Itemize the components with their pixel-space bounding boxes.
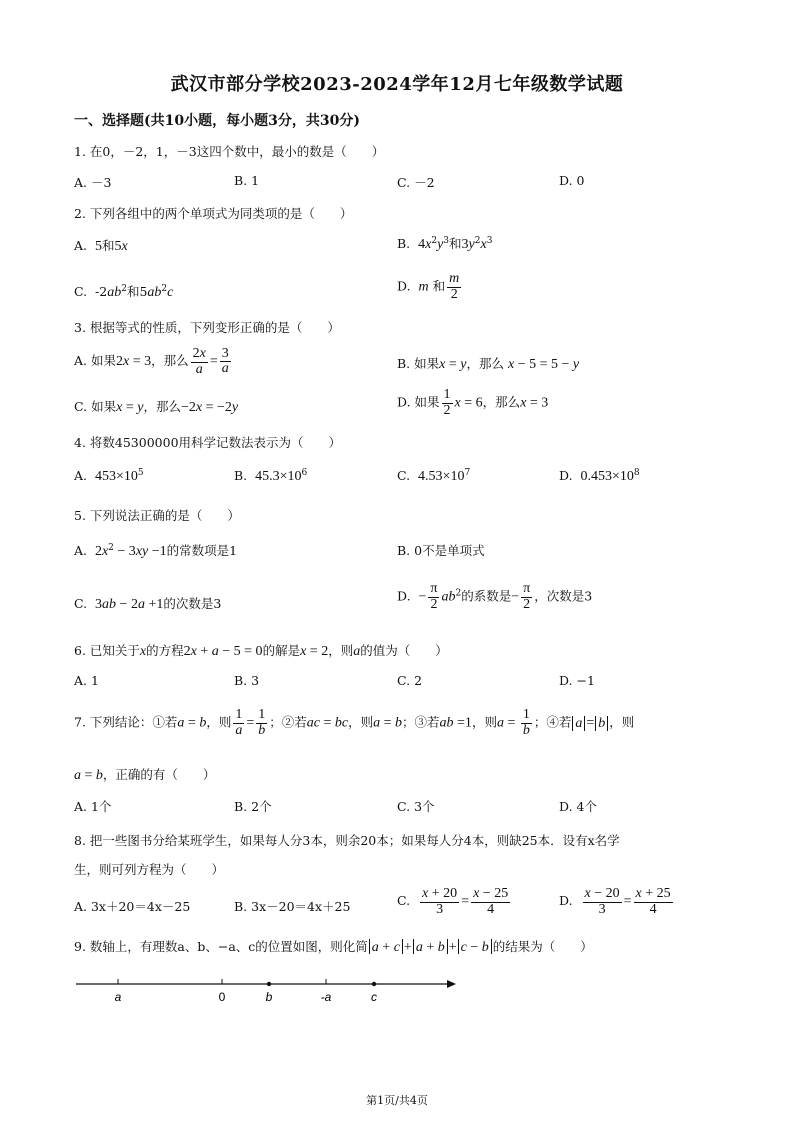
question-5-stem: 5. 下列说法正确的是（ ） xyxy=(74,508,240,523)
q5-option-a: A. $2x^2 - 3xy -1$的常数项是1 xyxy=(74,542,238,559)
question-4-stem: 4. 将数45300000用科学记数法表示为（ ） xyxy=(74,435,342,450)
question-2-stem: 2. 下列各组中的两个单项式为同类项的是（ ） xyxy=(74,206,353,221)
q8-option-b: B. 3x－20＝4x＋25 xyxy=(234,899,351,914)
q5-option-d: D. − $\frac{\pi}{2}$ $ab^2$的系数是− $\frac{\pi}{2}$ ，次数是3 xyxy=(397,581,593,612)
q8-option-d: D. $\frac{x - 20}{3}$ = $\frac{x + 25}{4}$ xyxy=(559,886,671,917)
q3-option-b: B. 如果x = y，那么 x − 5 = 5 − y xyxy=(397,356,580,372)
q6-option-a: A. 1 xyxy=(74,673,99,688)
page-footer: 第1页/共4页 xyxy=(366,1094,428,1107)
question-1-stem: 1. 在0，－2，1，－3这四个数中，最小的数是（ ） xyxy=(74,144,385,159)
label-b: b xyxy=(265,990,273,1004)
q1-option-c: C. －2 xyxy=(397,175,435,190)
question-9-stem: 9. 数轴上，有理数a、b、−a、c的位置如图，则化简 a + c + a + b + c − b 的结果为（ ） xyxy=(74,939,593,955)
q5-option-b: B. 0不是单项式 xyxy=(397,543,485,558)
q8-option-c: C. $\frac{x + 20}{3}$ = $\frac{x - 25}{4}$ xyxy=(397,886,509,917)
question-7-stem-line2: a = b，正确的有（ ） xyxy=(74,767,216,783)
label-a: a xyxy=(114,990,122,1004)
q6-option-d: D. −1 xyxy=(559,673,595,688)
q2-option-c: C. $-2ab^2$和$5ab^2c$ xyxy=(74,283,174,300)
question-6-stem: 6. 已知关于x的方程2x + a − 5 = 0的解是x = 2，则a的值为（ ） xyxy=(74,643,448,659)
q4-option-b: B. $45.3\times 10^6$ xyxy=(234,468,308,485)
point-c xyxy=(372,982,376,986)
q4-option-d: D. $0.453\times 10^8$ xyxy=(559,468,640,485)
q7-option-d: D. 4个 xyxy=(559,799,597,814)
q7-option-a: A. 1个 xyxy=(74,799,112,814)
label-neg-a: -a xyxy=(320,990,332,1004)
q1-option-a: A. －3 xyxy=(74,175,112,190)
q2-option-d: D. m 和 $\frac{m}{2}$ xyxy=(397,271,460,302)
q4-option-c: C. $4.53\times 10^7$ xyxy=(397,468,471,485)
q7-option-c: C. 3个 xyxy=(397,799,435,814)
question-8-stem-line1: 8. 把一些图书分给某班学生，如果每人分3本，则余20本；如果每人分4本，则缺25本．设有x名学 xyxy=(74,833,620,848)
q8-option-a: A. 3x＋20＝4x－25 xyxy=(74,899,191,914)
number-line xyxy=(72,972,462,1006)
question-8-stem-line2: 生，则可列方程为（ ） xyxy=(74,862,225,877)
q7-option-b: B. 2个 xyxy=(234,799,272,814)
q1-option-b: B. 1 xyxy=(234,173,260,188)
question-7-stem-line1: 7. 下列结论：①若a = b，则 $\frac{1}{a}$ = $\frac{1}{b}$ ；②若ac = bc，则a = b；③若ab =1，则a = $\frac{1}{b}$ ；④若 a = b ，则 xyxy=(74,707,635,738)
section-heading: 一、选择题(共10小题，每小题3分，共30分) xyxy=(74,113,360,129)
q3-option-a: A. 如果2x = 3，那么 $\frac{2x}{a}$ = $\frac{3}{a}$ xyxy=(74,345,229,377)
q1-option-d: D. 0 xyxy=(559,173,585,188)
page-title: 武汉市部分学校2023-2024学年12月七年级数学试题 xyxy=(170,74,624,95)
arrow-icon xyxy=(447,980,456,988)
label-c: c xyxy=(371,990,377,1004)
point-b xyxy=(267,982,271,986)
q2-option-b: B. $4x^2y^3$和$3y^2x^3$ xyxy=(397,235,493,252)
q3-option-c: C. 如果x = y，那么−2x = −2y xyxy=(74,399,239,415)
label-zero: 0 xyxy=(218,990,226,1004)
q2-option-a: A. 5和5x xyxy=(74,238,128,254)
q4-option-a: A. $453\times 10^5$ xyxy=(74,468,144,485)
q6-option-b: B. 3 xyxy=(234,673,260,688)
question-3-stem: 3. 根据等式的性质，下列变形正确的是（ ） xyxy=(74,320,340,335)
q5-option-c: C. 3ab − 2a +1的次数是3 xyxy=(74,596,222,612)
q6-option-c: C. 2 xyxy=(397,673,423,688)
q3-option-d: D. 如果 $\frac{1}{2}$ x = 6，那么x = 3 xyxy=(397,387,549,418)
